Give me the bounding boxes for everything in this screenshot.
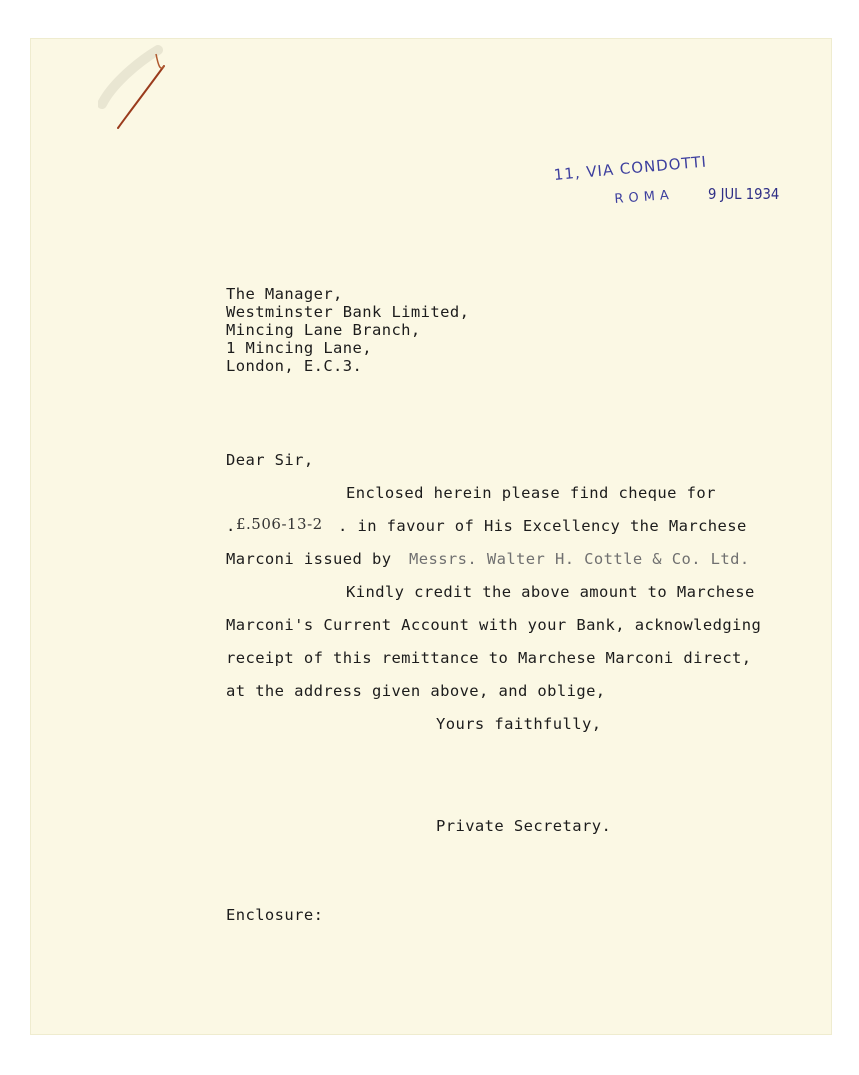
recipient-line: London, E.C.3. — [226, 357, 363, 375]
body-line: . in favour of His Excellency the Marchese — [338, 517, 747, 535]
cheque-issuer: Messrs. Walter H. Cottle & Co. Ltd. — [409, 550, 750, 568]
body-line: Marconi issued by — [226, 550, 392, 568]
stamp-date: 9 JUL 1934 — [708, 185, 780, 203]
body-line: Enclosed herein please find cheque for — [346, 484, 716, 502]
body-line: receipt of this remittance to Marchese Marconi direct, — [226, 649, 752, 667]
body-line: Kindly credit the above amount to Marchese — [346, 583, 755, 601]
enclosure-note: Enclosure: — [226, 906, 324, 924]
recipient-line: The Manager, — [226, 285, 343, 303]
stamp-city: ROMA — [614, 187, 675, 207]
body-line: Marconi's Current Account with your Bank, acknowledging — [226, 616, 762, 634]
closing: Yours faithfully, — [436, 715, 602, 733]
recipient-line: Westminster Bank Limited, — [226, 303, 470, 321]
recipient-line: Mincing Lane Branch, — [226, 321, 421, 339]
body-line: at the address given above, and oblige, — [226, 682, 606, 700]
paperclip-mark-icon — [98, 44, 188, 134]
signature-title: Private Secretary. — [436, 817, 612, 835]
cheque-amount: £.506-13-2 — [236, 515, 323, 533]
stamp-address: 11, VIA CONDOTTI — [553, 152, 708, 184]
recipient-line: 1 Mincing Lane, — [226, 339, 372, 357]
salutation: Dear Sir, — [226, 451, 314, 469]
amount-prefix: . — [226, 517, 236, 535]
